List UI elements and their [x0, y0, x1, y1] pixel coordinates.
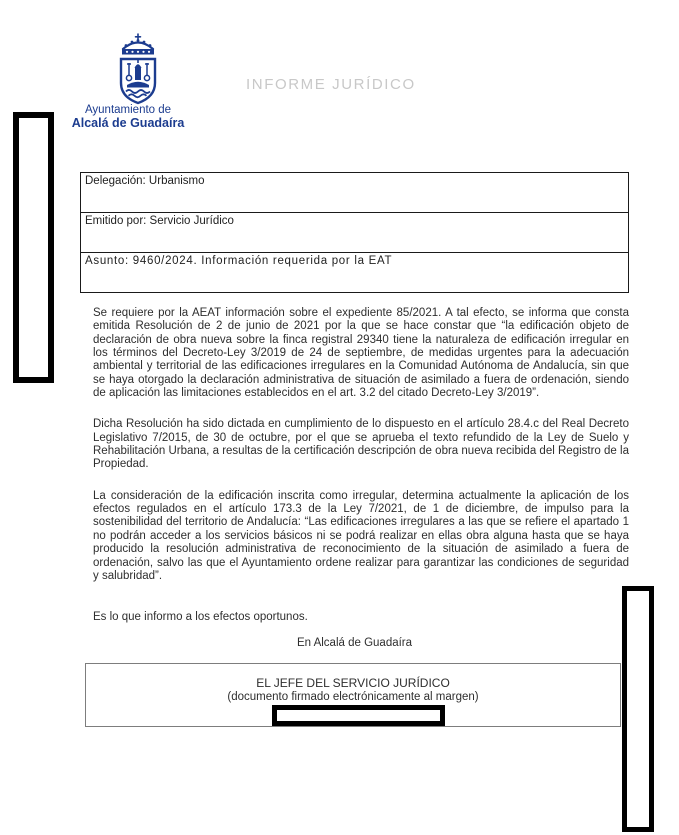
paragraph-1: Se requiere por la AEAT información sobre el expediente 85/2021. A tal efecto, se informa que consta emitida Resolución de 2 de junio de 2021 por la que se hace constar que “la edificación objeto de declaración de obra nueva sobre la finca registral 29340 tiene la naturaleza de edificación irregular en los términos del Decreto-Ley 3/2019 de 24 de septiembre, de medidas urgentes para la adecuación ambiental y territorial de las edificaciones irregulares en la Comunidad Autónoma de Andalucía, sin que se haya otorgado la declaración administrativa de situación de asimilado a fuera de ordenación, siendo de aplicación las limitaciones establecidos en el art. 3.2 del citado Decreto-Ley 3/2019”.: [93, 307, 629, 400]
document-info-table: [80, 172, 629, 293]
page-title: INFORME JURÍDICO: [246, 76, 416, 93]
redaction-box-signature: [272, 705, 445, 726]
info-issued-by: Emitido por: Servicio Jurídico: [81, 213, 629, 253]
organization-name-line1: Ayuntamiento de: [84, 104, 172, 116]
place-line: En Alcalá de Guadaíra: [296, 637, 413, 649]
report-body: [93, 302, 629, 601]
organization-name-line2: Alcalá de Guadaíra: [71, 116, 185, 130]
organization-name: [57, 104, 199, 130]
coat-of-arms-icon: [95, 33, 181, 105]
table-row: [81, 213, 629, 253]
info-subject: Asunto: 9460/2024. Información requerida por la EAT: [81, 253, 629, 293]
signer-title: EL JEFE DEL SERVICIO JURÍDICO: [256, 676, 450, 690]
paragraph-2: Dicha Resolución ha sido dictada en cumplimiento de lo dispuesto en el artículo 28.4.c del Real Decreto Legislativo 7/2015, de 30 de octubre, por el que se aprueba el texto refundido de la Ley de Suelo y Rehabilitación Urbana, a resultas de la certificación descripción de obra nueva recibida del Registro de la Propiedad.: [93, 418, 629, 471]
info-delegation: Delegación: Urbanismo: [81, 173, 629, 213]
redaction-box-left-margin: [13, 112, 54, 383]
table-row: [81, 173, 629, 213]
signature-note: (documento firmado electrónicamente al margen): [227, 691, 479, 703]
table-row: [81, 253, 629, 293]
redaction-box-right-margin: [622, 586, 654, 832]
paragraph-3: La consideración de la edificación inscrita como irregular, determina actualmente la aplicación de los efectos regulados en el artículo 173.3 de la Ley 7/2021, de 1 de diciembre, de impulso para la sostenibilidad del territorio de Andalucía: “Las edificaciones irregulares a las que se refiere el apartado 1 no podrán acceder a los servicios básicos ni se podrá realizar en ellas obra alguna hasta que se haya producido la resolución administrativa de reconocimiento de la situación de asimilado a fuera de ordenación, salvo las que el Ayuntamiento ordene realizar para garantizar las condiciones de seguridad y salubridad”.: [93, 489, 629, 582]
closing-statement: Es lo que informo a los efectos oportunos.: [93, 611, 308, 623]
